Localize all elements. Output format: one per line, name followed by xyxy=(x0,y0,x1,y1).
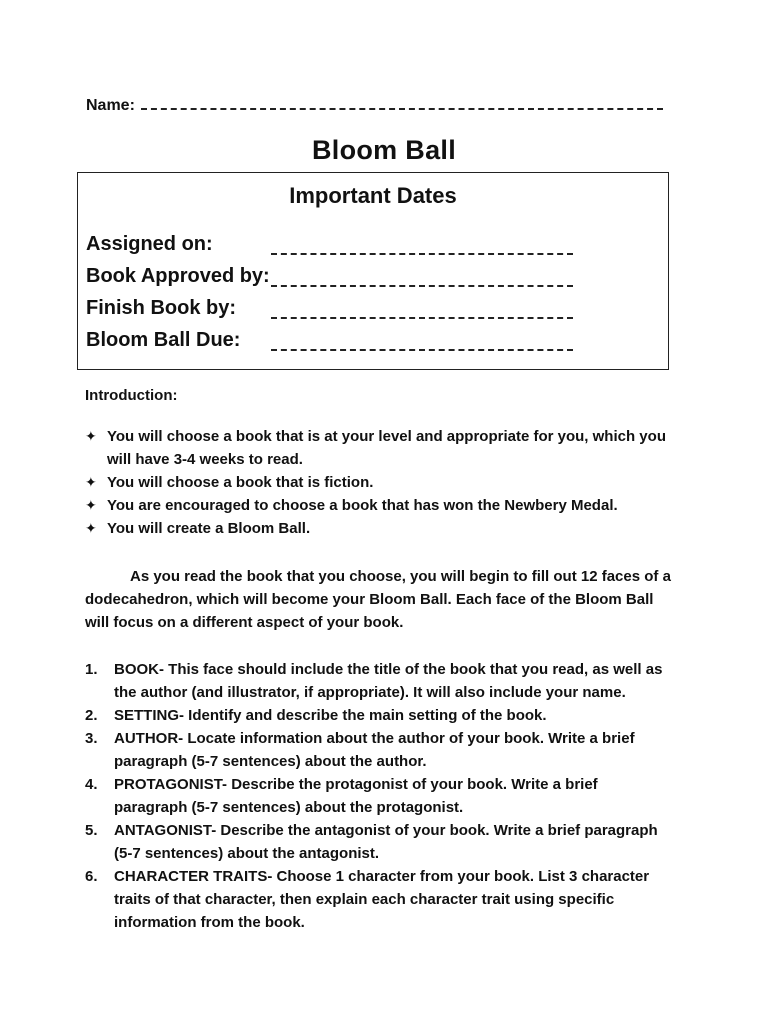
name-blank-line xyxy=(141,98,663,110)
date-blank-line xyxy=(271,307,573,319)
important-dates-title: Important Dates xyxy=(289,183,457,208)
date-label: Finish Book by: xyxy=(86,297,236,319)
list-item xyxy=(85,865,675,934)
four-pointed-star-icon: ✦ xyxy=(85,474,97,490)
list-item xyxy=(85,517,670,540)
important-dates-box xyxy=(77,172,669,370)
item-text: ANTAGONIST- Describe the antagonist of your book. Write a brief paragraph (5-7 sentences) about the antagonist. xyxy=(114,822,658,862)
intro-bullet-list xyxy=(85,425,670,540)
name-row xyxy=(86,97,663,115)
four-pointed-star-icon: ✦ xyxy=(85,497,97,513)
list-item xyxy=(85,704,675,727)
date-blank-line xyxy=(271,243,573,255)
faces-numbered-list xyxy=(85,658,675,934)
item-number: 2. xyxy=(85,707,98,724)
bullet-text: You are encouraged to choose a book that has won the Newbery Medal. xyxy=(107,497,618,514)
date-label: Book Approved by: xyxy=(86,265,270,287)
date-row-finish xyxy=(86,297,666,320)
intro-paragraph: As you read the book that you choose, you will begin to fill out 12 faces of a dodecahedron, which will become your Bloom Ball. Each face of the Bloom Ball will focus on a different aspect of your book. xyxy=(85,568,671,631)
list-item xyxy=(85,425,670,471)
date-row-due xyxy=(86,329,666,352)
item-number: 6. xyxy=(85,868,98,885)
bullet-text: You will create a Bloom Ball. xyxy=(107,520,311,537)
item-text: PROTAGONIST- Describe the protagonist of your book. Write a brief paragraph (5-7 sentences) about the protagonist. xyxy=(114,776,598,816)
list-item xyxy=(85,727,675,773)
date-row-assigned xyxy=(86,233,666,256)
item-text: CHARACTER TRAITS- Choose 1 character from your book. List 3 character traits of that character, then explain each character trait using specific information from the book. xyxy=(114,868,650,931)
date-label: Bloom Ball Due: xyxy=(86,329,241,351)
item-text: SETTING- Identify and describe the main setting of the book. xyxy=(114,707,547,724)
date-label: Assigned on: xyxy=(86,233,213,255)
item-number: 1. xyxy=(85,661,98,678)
four-pointed-star-icon: ✦ xyxy=(85,520,97,536)
item-text: BOOK- This face should include the title of the book that you read, as well as the author (and illustrator, if appropriate). It will also include your name. xyxy=(114,661,663,701)
item-number: 5. xyxy=(85,822,98,839)
page-title: Bloom Ball xyxy=(311,135,456,165)
list-item xyxy=(85,773,675,819)
date-blank-line xyxy=(271,275,573,287)
item-number: 3. xyxy=(85,730,98,747)
list-item xyxy=(85,494,670,517)
list-item xyxy=(85,471,670,494)
four-pointed-star-icon: ✦ xyxy=(85,428,97,444)
date-row-approved xyxy=(86,265,666,288)
bullet-text: You will choose a book that is fiction. xyxy=(107,474,374,491)
list-item xyxy=(85,819,675,865)
introduction-heading: Introduction: xyxy=(85,387,178,404)
item-number: 4. xyxy=(85,776,98,793)
list-item xyxy=(85,658,675,704)
name-label: Name: xyxy=(86,97,135,114)
item-text: AUTHOR- Locate information about the author of your book. Write a brief paragraph (5-7 sentences) about the author. xyxy=(114,730,635,770)
bullet-text: You will choose a book that is at your level and appropriate for you, which you will have 3-4 weeks to read. xyxy=(107,428,666,468)
date-blank-line xyxy=(271,339,573,351)
